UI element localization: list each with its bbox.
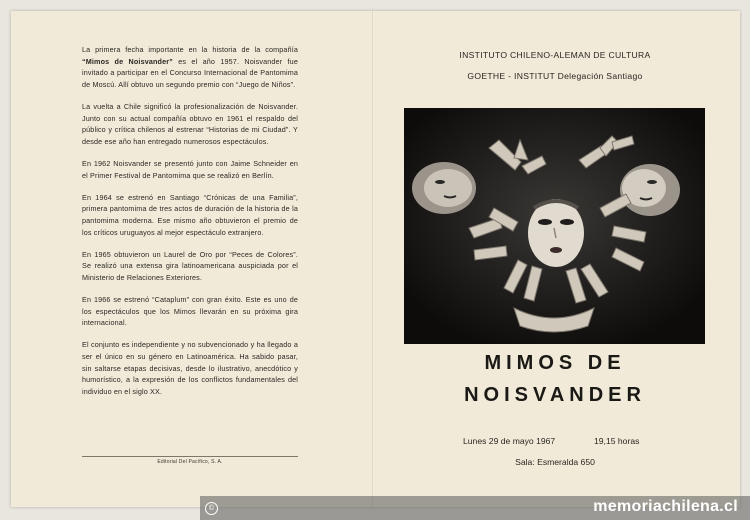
history-paragraph-closing: El conjunto es independiente y no subvencionado y ha llegado a ser el único en su género en Latinoamérica. Ha sabido pasar, sin saltarse etapas decisivas, desde lo ilustrativo, anecdótico y humorístico, a la expresión de los conflictos fundamentales del individuo en el siglo XX. [82, 340, 298, 396]
company-name-bold: “Mimos de Noisvander” [82, 56, 173, 66]
imprint-rule [82, 456, 298, 457]
center-fold [372, 11, 374, 507]
institute-delegation: GOETHE - INSTITUT Delegación Santiago [467, 71, 643, 81]
institute-name: INSTITUTO CHILENO-ALEMAN DE CULTURA [459, 50, 651, 60]
history-text-column [82, 44, 298, 408]
mime-faces-and-hands-image [404, 108, 705, 344]
printer-imprint: Editorial Del Pacífico, S. A. [157, 459, 223, 465]
history-paragraph-1966: En 1966 se estrenó “Cataplum” con gran éxito. Este es uno de los espectáculos que los Mimos llevarán en su próxima gira internacional. [82, 295, 298, 328]
history-paragraph-1965: En 1965 obtuvieron un Laurel de Oro por “Peces de Colores”. Se realizó una extensa gira latinoamericana auspiciada por el Ministerio de Relaciones Exteriores. [82, 249, 298, 282]
history-paragraph-1964: En 1964 se estrenó en Santiago “Crónicas de una Familia”, primera pantomima de tres actos de duración de la historia de la pantomima moderna. Ese mismo año obtuvieron el premio de los críticos uruguayos al mejor espectáculo extranjero. [82, 192, 298, 237]
watermark-text: memoriachilena.cl [593, 498, 738, 515]
performance-time: 19,15 horas [594, 436, 640, 446]
paragraph-tail: es el año 1957. Noisvander fue invitado a participar en el Concurso Internacional de Pantomima de Moscú. Allí obtuvo un segundo premio con “Juego de Niños”. [82, 56, 298, 89]
history-paragraph-1961: La vuelta a Chile significó la profesionalización de Noisvander. Junto con su actual compañía obtuvo en 1961 el respaldo del público y crítica chilenos al estrenar “Historias de mi Ciudad”. Y desde ese año han entregado numerosos espectáculos. [82, 101, 298, 146]
copyright-icon: © [205, 502, 218, 515]
paragraph-lead: La primera fecha importante en la historia de la compañía [82, 45, 298, 54]
performance-venue: Sala: Esmeralda 650 [515, 457, 595, 467]
performance-date: Lunes 29 de mayo 1967 [463, 436, 556, 446]
history-paragraph-1962: En 1962 Noisvander se presentó junto con Jaime Schneider en el Primer Festival de Pantomima que se realizó en Berlín. [82, 158, 298, 180]
show-title-line-2: NOISVANDER [464, 384, 646, 406]
history-paragraph-1957 [82, 44, 298, 90]
show-title-line-1: MIMOS DE [484, 352, 626, 374]
mime-photograph [404, 108, 705, 344]
